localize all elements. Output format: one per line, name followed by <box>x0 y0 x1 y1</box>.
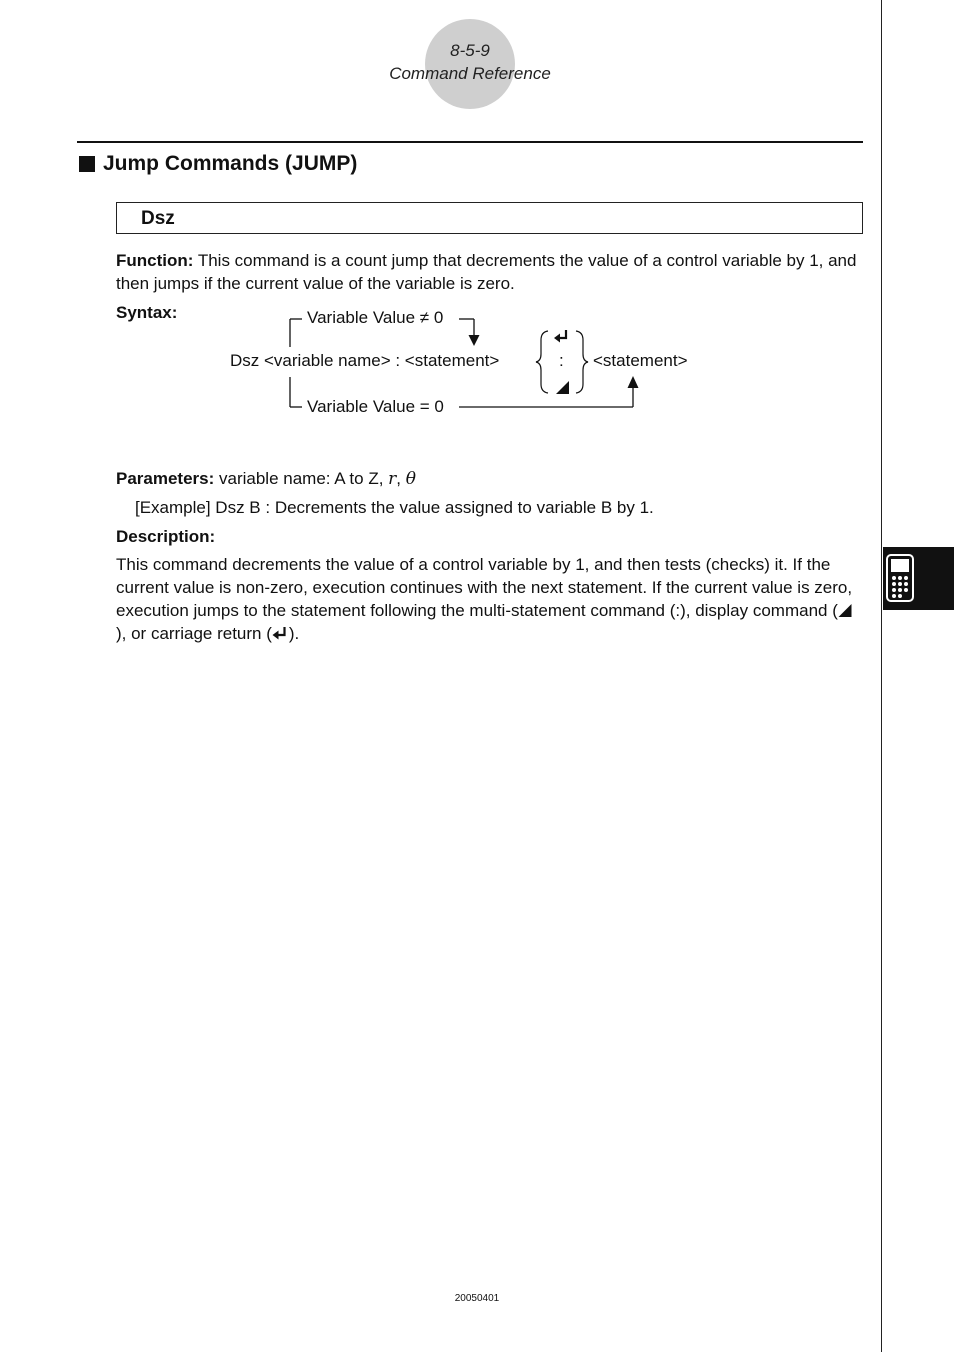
function-paragraph <box>116 249 861 295</box>
command-title-box <box>116 202 863 234</box>
syntax-nonzero-label: Variable Value ≠ 0 <box>307 308 444 327</box>
parameter-theta: θ <box>405 469 416 489</box>
page-section-title: Command Reference <box>389 64 551 83</box>
syntax-label: Syntax: <box>116 303 178 322</box>
syntax-colon-separator: : <box>559 351 564 370</box>
header-divider <box>77 141 863 143</box>
parameters-text: variable name: A to Z, <box>214 469 389 488</box>
right-margin-rule <box>881 0 882 1352</box>
display-triangle-icon <box>556 381 569 394</box>
section-heading-text: Jump Commands (JUMP) <box>103 152 358 175</box>
syntax-main-statement: Dsz <variable name> : <statement> <box>230 351 500 370</box>
carriage-return-icon <box>272 626 289 640</box>
parameters-label: Parameters: <box>116 469 215 488</box>
footer-code: 20050401 <box>454 1293 500 1304</box>
example-text: [Example] Dsz B : Decrements the value assigned to variable B by 1. <box>135 498 654 517</box>
description-label: Description: <box>116 527 216 546</box>
section-heading <box>79 152 357 176</box>
function-label: Function: <box>116 251 194 270</box>
parameter-r: r <box>388 469 397 489</box>
command-name: Dsz <box>141 208 175 229</box>
calculator-icon <box>886 554 914 602</box>
black-square-icon <box>79 156 95 172</box>
syntax-zero-label: Variable Value = 0 <box>307 397 444 416</box>
syntax-target-statement: <statement> <box>593 351 688 370</box>
sidebar-chapter-tab <box>883 547 954 610</box>
description-paragraph: This command decrements the value of a control variable by 1, and then tests (checks) it. If the current value is non-zero, execution continues with the next statement. If the current value is zero, execution jumps to the statement following the multi-statement command (:), display command (), or carriage return ( ). <box>116 555 853 643</box>
parameters-paragraph: Parameters: variable name: A to Z, r, θ <box>116 469 416 489</box>
carriage-return-icon <box>554 329 570 343</box>
page-number: 8-5-9 <box>450 41 490 60</box>
display-triangle-icon <box>838 604 852 617</box>
function-text: This command is a count jump that decrements the value of a control variable by 1, and then jumps if the current value of the variable is zero. <box>116 251 857 293</box>
